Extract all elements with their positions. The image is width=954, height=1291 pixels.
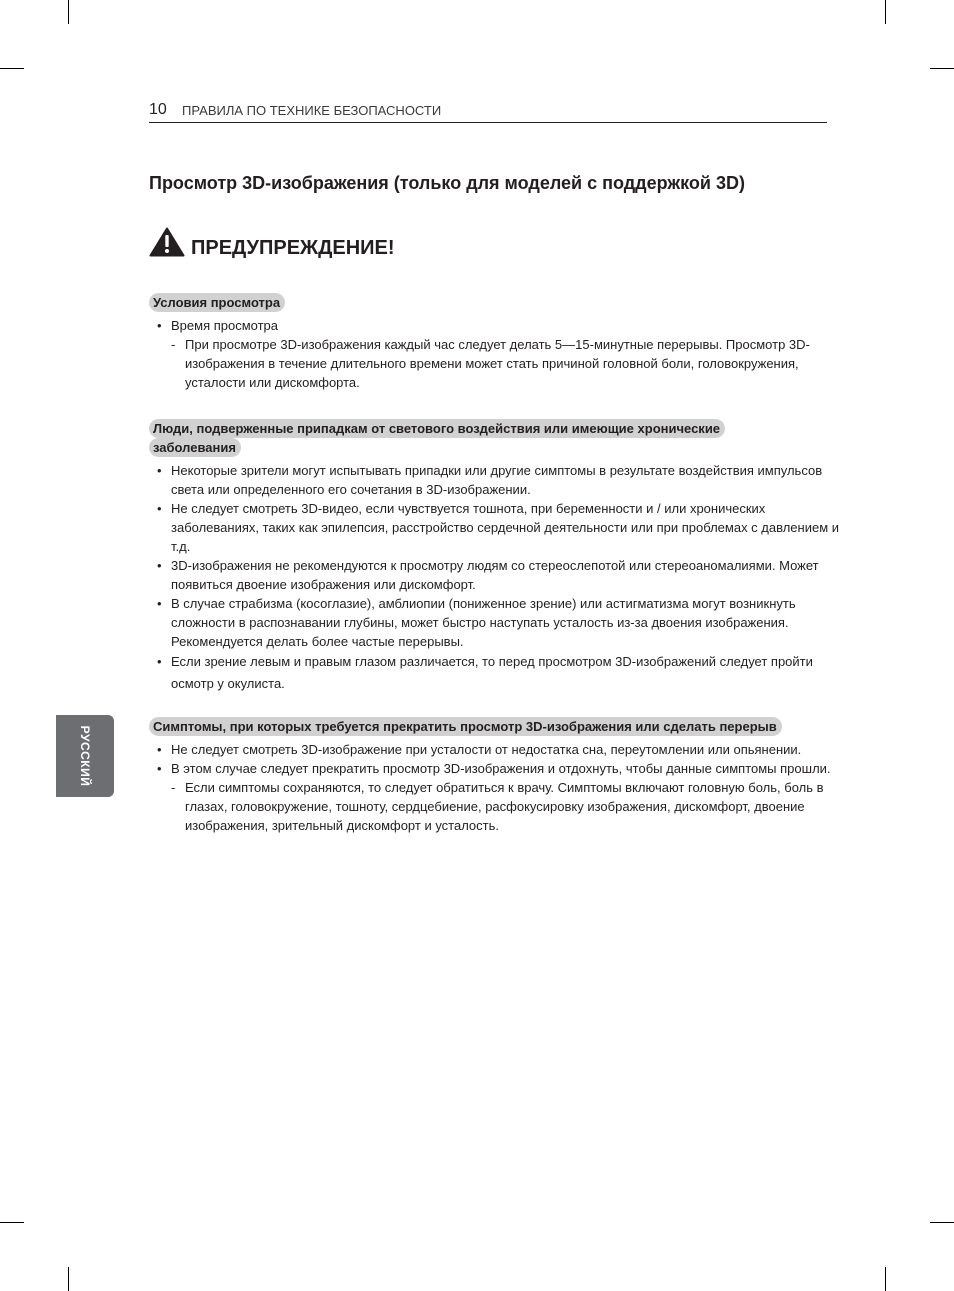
list-item: • 3D-изображения не рекомендуются к просмотру людям со стереослепотой или стереоаномалиями. Может появиться двоение изображения или дискомфорт. <box>149 556 839 594</box>
sub-list-item: - При просмотре 3D-изображения каждый час следует делать 5—15-минутные перерывы. Просмотр 3D-изображения в течение длительного времени может стать причиной головной боли, головокружения, усталости или дискомфорта. <box>149 335 839 392</box>
warning-heading <box>149 226 395 258</box>
page-title: Просмотр 3D-изображения (только для моделей с поддержкой 3D) <box>149 173 745 193</box>
crop-mark <box>885 1267 886 1291</box>
language-tab <box>56 715 114 797</box>
list-item: • Если зрение левым и правым глазом различается, то перед просмотром 3D-изображений следует пройти осмотр у окулиста. <box>149 651 839 695</box>
crop-mark <box>885 0 886 24</box>
warning-title: ПРЕДУПРЕЖДЕНИЕ! <box>191 237 395 259</box>
crop-mark <box>68 0 69 24</box>
sub-list-item: - Если симптомы сохраняются, то следует обратиться к врачу. Симптомы включают головную боль, боль в глазах, головокружение, тошноту, сердцебиение, расфокусировку изображения, дискомфорт, двоение изображения, зрительный дискомфорт и усталость. <box>149 778 839 835</box>
list-item: • Некоторые зрители могут испытывать припадки или другие симптомы в результате воздействия импульсов света или определенного его сочетания в 3D-изображении. <box>149 461 839 499</box>
page-number: 10 <box>149 101 167 118</box>
list-item: • Не следует смотреть 3D-изображение при усталости от недостатка сна, переутомлении или опьянении. <box>149 740 839 759</box>
list-item: • В случае страбизма (косоглазие), амблиопии (пониженное зрение) или астигматизма могут возникнуть сложности в распознавании глубины, может быстро наступать усталость из-за двоения изображения. Рекомендуется делать более частые перерывы. <box>149 594 839 651</box>
running-header-title: ПРАВИЛА ПО ТЕХНИКЕ БЕЗОПАСНОСТИ <box>182 103 442 118</box>
crop-mark <box>0 1222 24 1223</box>
list-item: • В этом случае следует прекратить просмотр 3D-изображения и отдохнуть, чтобы данные симптомы прошли. - Если симптомы сохраняются, то следует обратиться к врачу. Симптомы включают головную боль, боль в глазах, головокружение, тошноту, сердцебиение, расфокусировку изображения, дискомфорт, двоение изображения, зрительный дискомфорт и усталость. <box>149 759 839 835</box>
section-heading: Симптомы, при которых требуется прекратить просмотр 3D-изображения или сделать перерыв <box>149 717 782 736</box>
section-symptoms <box>149 717 839 835</box>
section-photosensitive-people <box>149 419 839 695</box>
crop-mark <box>930 68 954 69</box>
language-tab-label: РУССКИЙ <box>78 725 92 787</box>
crop-mark <box>930 1222 954 1223</box>
section-heading: Условия просмотра <box>149 293 285 312</box>
section-viewing-conditions <box>149 293 839 392</box>
crop-mark <box>68 1267 69 1291</box>
crop-mark <box>0 68 24 69</box>
warning-triangle-icon <box>149 227 185 257</box>
list-item: • Не следует смотреть 3D-видео, если чувствуется тошнота, при беременности и / или хронических заболеваниях, таких как эпилепсия, расстройство сердечной деятельности или при проблемах с давлением и т.д. <box>149 499 839 556</box>
section-heading: Люди, подверженные припадкам от светового воздействия или имеющие хронические заболевания <box>149 419 725 457</box>
page-header <box>149 100 827 123</box>
list-item: • Время просмотра - При просмотре 3D-изображения каждый час следует делать 5—15-минутные перерывы. Просмотр 3D-изображения в течение длительного времени может стать причиной головной боли, головокружения, усталости или дискомфорта. <box>149 316 839 392</box>
